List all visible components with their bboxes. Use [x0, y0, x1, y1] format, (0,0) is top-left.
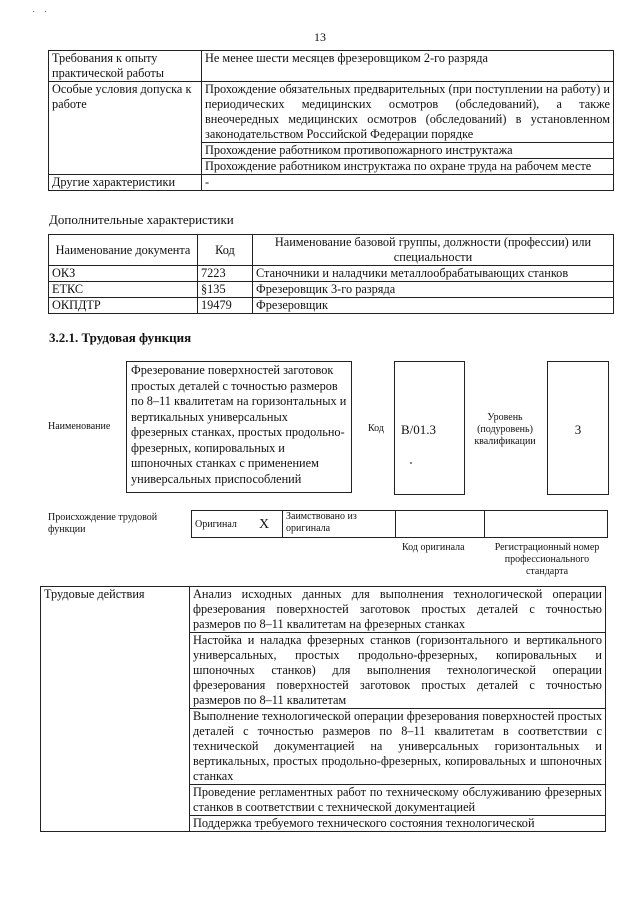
cell: 19479 — [198, 298, 253, 314]
row-label: Другие характеристики — [49, 175, 202, 191]
code-original-label: Код оригинала — [402, 542, 465, 553]
table-row — [49, 175, 614, 191]
row-label: Особые условия допуска к работе — [49, 82, 202, 175]
row-value: Прохождение работником инструктажа по охране труда на рабочем месте — [202, 159, 614, 175]
table-row — [49, 82, 614, 143]
reg-number-label: Регистрационный номер профессионального стандарта — [494, 542, 600, 577]
page-number: 13 — [314, 30, 326, 44]
additional-title: Дополнительные характеристики — [49, 212, 234, 227]
scan-mark: ˙ ˙ — [32, 10, 51, 21]
cell: ОКЗ — [49, 266, 198, 282]
cell: ЕТКС — [49, 282, 198, 298]
origin-label: Происхождение трудовой функции — [48, 512, 158, 535]
row-value: - — [202, 175, 614, 191]
header-cell: Наименование базовой группы, должности (профессии) или специальности — [253, 235, 614, 266]
origin-borrowed: Заимствовано из оригинала — [283, 511, 396, 538]
name-label: Наименование — [48, 421, 111, 432]
origin-mark: X — [256, 511, 283, 538]
code-label: Код — [368, 423, 384, 434]
header-cell: Код — [198, 235, 253, 266]
row-value: Прохождение обязательных предварительных (при поступлении на работу) и периодических медицинских осмотров (обследований), а также внеочередных медицинских осмотров (обследований) в установленном законодательством Российской Федерации порядке — [202, 82, 614, 143]
cell: Фрезеровщик — [253, 298, 614, 314]
cell: §135 — [198, 282, 253, 298]
labor-action: Настойка и наладка фрезерных станков (горизонтального и вертикального универсальных, простых продольно-фрезерных, копировальных и шпоночных станков) для выполнения технологической операции фрезерования поверхностей заготовок простых деталей с точностью размеров по 8–11 квалитетам — [190, 633, 606, 709]
origin-original: Оригинал — [192, 511, 257, 538]
table-row — [41, 587, 606, 633]
section-title: 3.2.1. Трудовая функция — [49, 330, 192, 345]
code-value: B/01.3 — [401, 422, 437, 437]
cell: 7223 — [198, 266, 253, 282]
row-value: Прохождение работником противопожарного инструктажа — [202, 143, 614, 159]
labor-action: Поддержка требуемого технического состояния технологической — [190, 816, 606, 832]
cell: Станочники и наладчики металлообрабатывающих станков — [253, 266, 614, 282]
level-label: Уровень (подуровень) квалификации — [474, 412, 536, 447]
labor-action: Проведение регламентных работ по техническому обслуживанию фрезерных станков в соответствии с технической документацией — [190, 785, 606, 816]
cell: Фрезеровщик 3-го разряда — [253, 282, 614, 298]
labor-actions-table — [40, 586, 606, 832]
labor-action: Выполнение технологической операции фрезерования поверхностей простых деталей с точностью размеров по 8–11 квалитетам в соответствии с технической документацией на универсальных горизонтальных и вертикальных, простых продольно-фрезерных, копировальных и шпоночных станках — [190, 709, 606, 785]
code-box — [394, 361, 465, 495]
labor-actions-label: Трудовые действия — [41, 587, 190, 832]
table-row — [49, 298, 614, 314]
table-row — [49, 51, 614, 82]
origin-table — [191, 510, 608, 538]
header-cell: Наименование документа — [49, 235, 198, 266]
cell: ОКПДТР — [49, 298, 198, 314]
origin-code-cell — [396, 511, 485, 538]
row-label: Требования к опыту практической работы — [49, 51, 202, 82]
labor-action: Анализ исходных данных для выполнения технологической операции фрезерования поверхностей заготовок простых деталей с точностью размеров по 8–11 квалитетам на фрезерных станках — [190, 587, 606, 633]
origin-reg-cell — [485, 511, 608, 538]
table-header-row — [49, 235, 614, 266]
table-row — [49, 266, 614, 282]
table-row — [49, 282, 614, 298]
function-name-box: Фрезерование поверхностей заготовок простых деталей с точностью размеров по 8–11 квалитетам на горизонтальных и вертикальных универсальных фрезерных станках, простых продольно-фрезерных, копировальных и шпоночных станках с применением универсальных приспособлений — [126, 361, 352, 493]
table-row — [192, 511, 608, 538]
level-box — [547, 361, 609, 495]
level-value: 3 — [574, 422, 582, 437]
scan-dot — [410, 462, 412, 464]
row-value: Не менее шести месяцев фрезеровщиком 2-го разряда — [202, 51, 614, 82]
additional-table — [48, 234, 614, 314]
requirements-table — [48, 50, 614, 191]
